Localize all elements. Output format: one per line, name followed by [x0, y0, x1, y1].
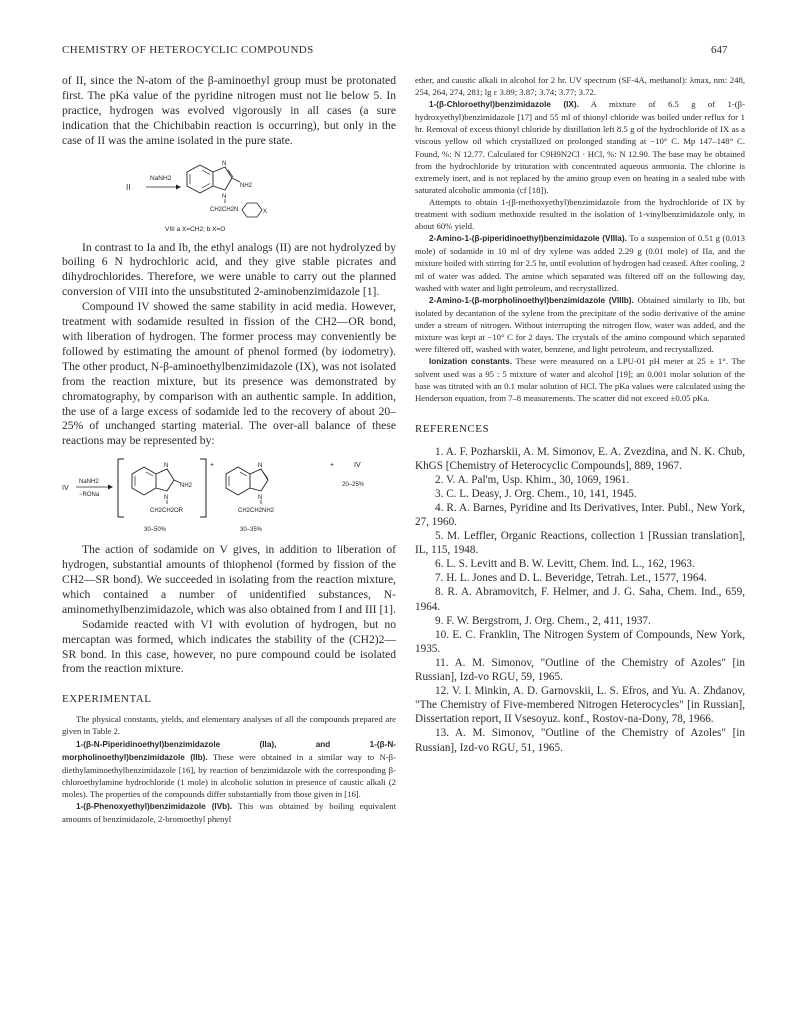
section-heading-references: REFERENCES — [415, 422, 490, 435]
reference-item: 3. C. L. Deasy, J. Org. Chem., 10, 141, 1945. — [435, 487, 637, 500]
scheme-reactant-label: II — [126, 182, 131, 192]
paragraph: In contrast to Ia and Ib, the ethyl analogs (II) are not hydrolyzed by boiling 6 N hydrochloric acid, and they give stable picrates and dihydrochlorides. Therefore, we were unable to carry out the planned conversion of VIII into the unsubstituted 2-aminobenzimidazole [1]. — [62, 240, 396, 299]
compound-title: 1-(β-Chloroethyl)benzimidazole (IX). — [429, 100, 579, 110]
scheme2-plus1: + — [210, 462, 215, 470]
compound-title: 2-Amino-1-(β-piperidinoethyl)benzimidazole (VIIIa). — [429, 234, 627, 244]
paragraph — [62, 800, 396, 825]
scheme2-reagent-bottom: −RONa — [79, 492, 100, 499]
paragraph: Attempts to obtain 1-(β-methoxyethyl)benzimidazole from the hydrochloride of IX by treatment with sodium methoxide resulted in the isolation of 1-vinylbenzimidazole only, in about 60% yield. — [415, 196, 745, 232]
left-column — [62, 74, 396, 825]
scheme-nh2-label: NH2 — [240, 182, 253, 189]
scheme2-product3: IV — [354, 462, 361, 470]
paragraph: Compound IV showed the same stability in acid media. However, treatment with sodamide resulted in fission of the CH2—OR bond, with liberation of hydrogen. The former process may conveniently be followed by estimating the amount of phenol formed (by iodometry). The other product, N-β-aminoethylbenzimidazole (IX), was not isolated from the reaction mixture, but its presence was demonstrated by chromatography, by comparison with an authentic sample. In addition, the use of a large excess of sodamide led to the recovery of about 20–25% of unchanged starting material. The over-all balance of these reactions may be represented by: — [62, 300, 396, 448]
paragraph-body: A mixture of 6.5 g of 1-(β-hydroxyethyl)benzimidazole [17] and 55 ml of thionyl chloride was boiled under reflux for 1 hr. Removal of excess thionyl chloride by distillation left 8.5 g of the hydrochloride of IX as a viscous yellow oil which crystallized on prolonged standing at −10° C. Mp 147–148° C. Found, %: N 12.77. Calculated for C9H9N2Cl · HCl, %: N 12.90. The base may be obtained from the hydrochloride by trituration with concentrated aqueous ammonia. The chlorine is extremely inert, and is not replaced by the amino group even on heating in a sealed tube with saturated alcoholic ammonia (cf [18]). — [415, 99, 745, 195]
compound-title: 2-Amino-1-(β-morpholinoethyl)benzimidazole (VIIIb). — [429, 295, 634, 305]
scheme2-plus2: + — [330, 462, 335, 470]
svg-text:N: N — [258, 495, 263, 502]
paragraph-body: These were measured on a LPU-01 pH meter at 25 ± 1°. The solvent used was a 95 : 5 mixture of water and alcohol [19]; an 0.001 molar solution of the base was titrated with an 0.1 molar solution of HCl. The pKa values were calculated using the Henderson equation, from 7–8 measurements. The scatter did not exceed ±0.05 pKa. — [415, 356, 745, 404]
compound-title: Ionization constants. — [429, 357, 512, 367]
paragraph-body: Obtained similarly to IIb, but isolated by decantation of the xylene from the precipitate of the sodio derivative of the amine under a stream of nitrogen. Without interrupting the nitrogen flow, water was added, and the mixture was kept at −10° C for 2 days. The crystals of the amino compound which separated were filtered off, washed with water, benzene, and light petroleum, and recrystallized. — [415, 294, 746, 355]
reference-item: 5. M. Leffler, Organic Reactions, collection 1 [Russian translation], IL, 115, 1948. — [415, 530, 745, 557]
reaction-scheme-1 — [62, 151, 396, 233]
paragraph: The physical constants, yields, and elementary analyses of all the compounds prepared are given in Table 2. — [62, 714, 396, 737]
scheme2-reagent-top: NaNH2 — [79, 479, 99, 486]
paragraph-body: These were obtained in a similar way to N-β-diethylaminoethylbenzimidazole [16], by reaction of benzimidazole with the corresponding β-chloroethylamine hydrochloride (1 mole) in alcoholic solution in presence of caustic alkali (2 moles). The properties of the compounds differ substantially from those given in [16]. — [62, 751, 396, 799]
paragraph: ether, and caustic alkali in alcohol for 2 hr. UV spectrum (SF-4A, methanol): λmax, nm: 248, 254, 264, 274, 281; lg ε 3.89; 3.87; 3.74; 3.77; 3.72. — [415, 75, 745, 98]
reference-list — [415, 445, 745, 755]
paragraph — [62, 738, 396, 800]
scheme-reagent-label: NaNH2 — [150, 174, 172, 182]
reference-item: 7. H. L. Jones and D. L. Beveridge, Tetrah. Let., 1577, 1964. — [435, 572, 707, 585]
reference-item: 6. L. S. Levitt and B. W. Levitt, Chem. Ind. L., 162, 1963. — [435, 558, 695, 571]
scheme2-chain1-label: CH2CH2OR — [150, 508, 184, 515]
reference-item: 9. F. W. Bergstrom, J. Org. Chem., 2, 411, 1937. — [435, 614, 651, 627]
section-heading-experimental: EXPERIMENTAL — [62, 693, 152, 706]
paragraph — [415, 232, 745, 293]
paragraph: Sodamide reacted with VI with evolution of hydrogen, but no mercaptan was formed, which indicates the stability of the (CH2)2—SR bond. In this case, however, no pure compound could be isolated from the reaction mixture. — [62, 617, 396, 676]
paragraph: The action of sodamide on V gives, in addition to liberation of hydrogen, substantial amounts of thiophenol (formed by fission of the CH2—SR bond). We succeeded in isolating from the reaction mixture, which contained a number of unidentified substances, N-aminomethylbenzimidazole, which was also obtained from I and III [1]. — [62, 543, 396, 616]
reference-item: 2. V. A. Pal'm, Usp. Khim., 30, 1069, 1961. — [435, 473, 630, 486]
paragraph: of II, since the N-atom of the β-aminoethyl group must be protonated first. The pKa value of the pyridine nitrogen must not lie below 5. In practice, hydrogen was evolved vigorously in all cases (a sure indication that the Chichibabin reaction is occurring), but only in the case of II was the amine isolated in the pure state. — [62, 74, 396, 147]
compound-title: 1-(β-N-Piperidinoethyl)benzimidazole (IIa), and 1-(β-N-morpholinoethyl)benzimidazole (IIb). — [62, 739, 396, 762]
reference-item: 8. R. A. Abramovitch, F. Helmer, and J. G. Saha, Chem. Ind., 659, 1964. — [415, 586, 745, 613]
paragraph — [415, 294, 745, 355]
scheme-x-label: X — [263, 208, 268, 215]
compound-title: 1-(β-Phenoxyethyl)benzimidazole (IVb). — [76, 802, 233, 812]
running-header: CHEMISTRY OF HETEROCYCLIC COMPOUNDS — [62, 44, 314, 56]
paragraph — [415, 355, 745, 404]
reference-item: 1. A. F. Pozharskii, A. M. Simonov, E. A. Zvezdina, and N. K. Chub, KhGS [Chemistry of Heterocyclic Compounds], 889, 1967. — [415, 445, 745, 472]
reference-item: 4. R. A. Barnes, Pyridine and Its Derivatives, Inter. Publ., New York, 27, 1960. — [415, 501, 745, 528]
reaction-scheme-2 — [62, 453, 396, 537]
svg-text:N: N — [164, 463, 169, 470]
scheme2-yield3: 20–25% — [342, 482, 365, 489]
scheme-chain-label: CH2CH2N — [210, 206, 239, 213]
svg-text:N: N — [222, 160, 227, 167]
reference-item: 13. A. M. Simonov, "Outline of the Chemistry of Azoles" [in Russian], Izd-vo RGU, 51, 1965. — [415, 727, 745, 754]
reference-item: 12. V. I. Minkin, A. D. Garnovskii, L. S. Efros, and Yu. A. Zhdanov, "The Chemistry of Five-membered Nitrogen Heterocycles" [in Russian], Dissertation report, II Vsesoyuz. konf., Rostov-na-Dony, 78, 1966. — [415, 685, 745, 726]
svg-text:N: N — [164, 495, 169, 502]
svg-text:N: N — [222, 193, 227, 200]
right-column — [415, 74, 745, 755]
paragraph — [415, 98, 745, 196]
page-number: 647 — [711, 44, 728, 56]
scheme2-chain2-label: CH2CH2NH2 — [238, 508, 275, 515]
scheme2-nh2-label: NH2 — [180, 483, 193, 490]
paragraph-body: This was obtained by boiling equivalent amounts of benzimidazole, 2-bromoethyl phenyl — [62, 801, 396, 825]
reference-item: 10. E. C. Franklin, The Nitrogen System of Compounds, New York, 1935. — [415, 628, 745, 655]
scheme-caption: VIII a X=CH2; b X=O — [165, 225, 226, 233]
scheme2-yield1: 30–50% — [144, 527, 167, 534]
reference-item: 11. A. M. Simonov, "Outline of the Chemistry of Azoles" [in Russian], Izd-vo RGU, 59, 1965. — [415, 656, 745, 684]
svg-text:N: N — [258, 463, 263, 470]
scheme2-reactant-label: IV — [62, 485, 69, 493]
scheme2-yield2: 30–35% — [240, 527, 263, 534]
paragraph-body: To a suspension of 0.51 g (0.013 mole) of sodamide in 10 ml of dry xylene was added 2.29 g (0.01 mole) of IIa, and the mixture boiled with stirring for 2.5 hr, until evolution of hydrogen had ceased. After cooling, 2 ml of water was added. The amine which separated was filtered off on the following day, washed with water and light petroleum, and recrystallized. — [415, 233, 745, 293]
